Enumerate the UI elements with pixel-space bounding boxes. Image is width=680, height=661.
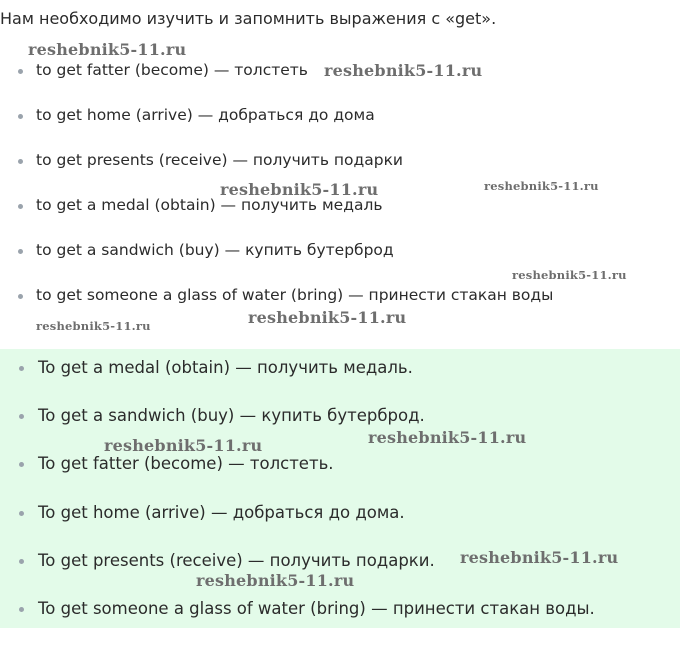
bullet-icon: [19, 607, 24, 612]
watermark: reshebnik5-11.ru: [484, 179, 599, 193]
list-item-text: To get a medal (obtain) — получить медаль.: [38, 358, 413, 377]
watermark: reshebnik5-11.ru: [368, 428, 527, 447]
watermark: reshebnik5-11.ru: [460, 548, 619, 567]
list-item-text: to get presents (receive) — получить подарки: [36, 151, 404, 169]
bullet-icon: [19, 559, 24, 564]
bullet-icon: [18, 294, 23, 299]
bullet-icon: [19, 511, 24, 516]
watermark: reshebnik5-11.ru: [104, 436, 263, 455]
bullet-icon: [19, 414, 24, 419]
watermark: reshebnik5-11.ru: [324, 61, 483, 80]
list-item-text: To get fatter (become) — толстеть.: [38, 454, 334, 473]
list-item-text: to get fatter (become) — толстеть: [36, 61, 308, 79]
list-item-text: To get presents (receive) — получить подарки.: [38, 551, 435, 570]
list-item-text: To get someone a glass of water (bring) — принести стакан воды.: [38, 599, 595, 618]
intro-text: Нам необходимо изучить и запомнить выражения с «get».: [0, 9, 497, 28]
watermark: reshebnik5-11.ru: [512, 268, 627, 282]
list-item-text: to get home (arrive) — добраться до дома: [36, 106, 375, 124]
watermark: reshebnik5-11.ru: [36, 319, 151, 333]
bullet-icon: [18, 114, 23, 119]
watermark: reshebnik5-11.ru: [248, 308, 407, 327]
bullet-icon: [18, 204, 23, 209]
bullet-icon: [18, 69, 23, 74]
watermark: reshebnik5-11.ru: [28, 40, 187, 59]
list-item-text: to get a medal (obtain) — получить медаль: [36, 196, 383, 214]
watermark: reshebnik5-11.ru: [196, 571, 355, 590]
bullet-icon: [19, 462, 24, 467]
bullet-icon: [18, 159, 23, 164]
bullet-icon: [19, 366, 24, 371]
list-item-text: to get someone a glass of water (bring) — принести стакан воды: [36, 286, 554, 304]
watermark: reshebnik5-11.ru: [220, 180, 379, 199]
list-item-text: To get home (arrive) — добраться до дома.: [38, 503, 405, 522]
bullet-icon: [18, 249, 23, 254]
list-item-text: to get a sandwich (buy) — купить бутерброд: [36, 241, 394, 259]
list-item-text: To get a sandwich (buy) — купить бутерброд.: [38, 406, 425, 425]
